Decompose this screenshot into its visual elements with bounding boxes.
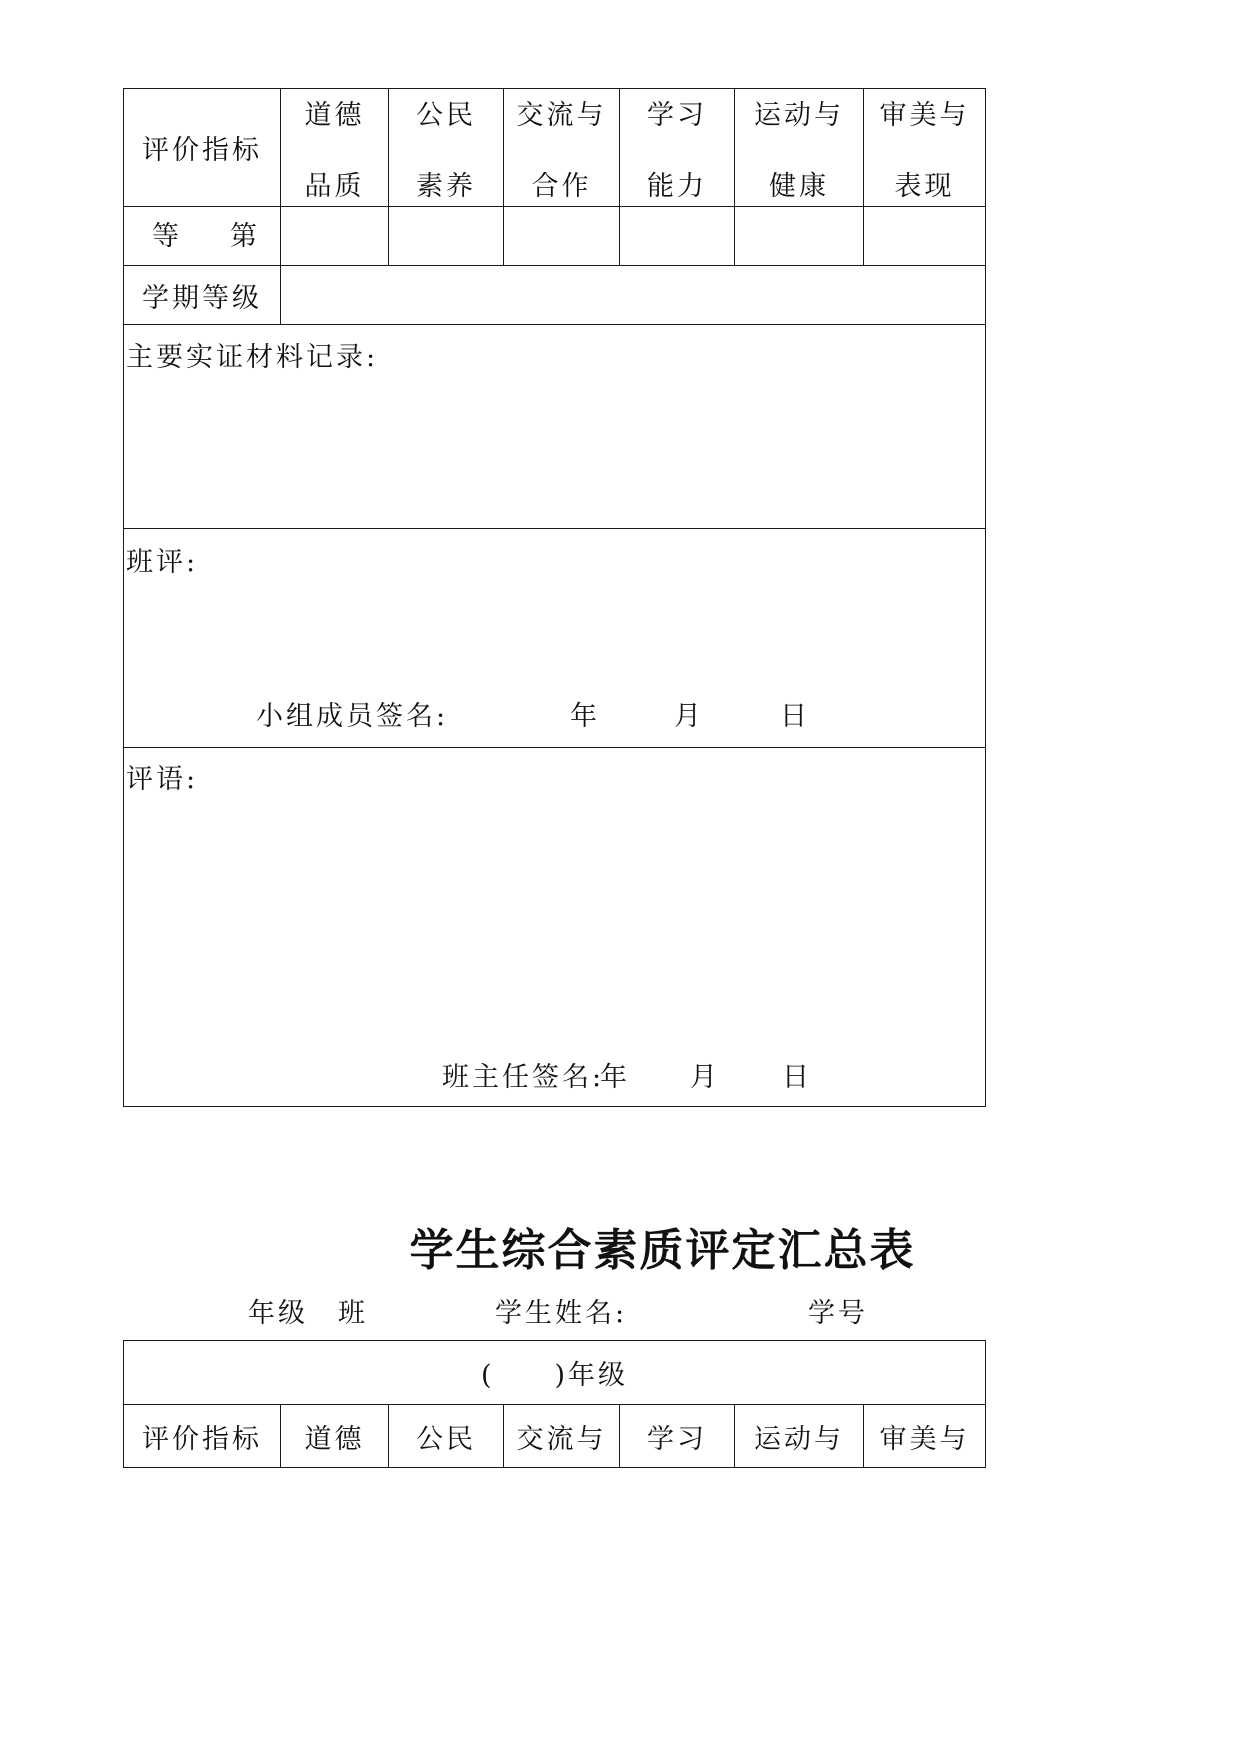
class-eval-month: 月 (674, 701, 704, 732)
summary-col-sports: 运动与 (734, 1404, 864, 1468)
summary-col-learning: 学习 (619, 1404, 735, 1468)
summary-col-communication: 交流与 (503, 1404, 620, 1468)
comment-day: 日 (782, 1062, 812, 1093)
summary-col-aesthetic: 审美与 (863, 1404, 986, 1468)
header-label-cell (123, 88, 281, 207)
summary-header-label: 评价指标 (142, 1423, 262, 1455)
teacher-signature-label: 班主任签名: (442, 1062, 605, 1093)
header-col-communication: 交流与 合作 (503, 88, 620, 207)
header-col-moral: 道德 品质 (280, 88, 389, 207)
student-id-label: 学号 (808, 1298, 868, 1329)
grade-input-sports[interactable] (734, 206, 864, 266)
grade-class-label: 年级 班 (248, 1298, 368, 1329)
teacher-comment-cell[interactable] (123, 747, 986, 1107)
header-col-learning: 学习 能力 (619, 88, 735, 207)
header-col-aesthetic: 审美与 表现 (863, 88, 986, 207)
header-col-sports: 运动与 健康 (734, 88, 864, 207)
grade-label-cell (123, 206, 281, 266)
grade-input-moral[interactable] (280, 206, 389, 266)
student-name-label: 学生姓名: (495, 1298, 628, 1329)
grade-input-learning[interactable] (619, 206, 735, 266)
grade-input-communication[interactable] (503, 206, 620, 266)
summary-grade-header (123, 1340, 986, 1405)
summary-grade-header-text: ( )年级 (480, 1360, 629, 1391)
comment-month: 月 (690, 1062, 720, 1093)
semester-label: 学期等级 (142, 282, 262, 314)
comment-label: 评语: (126, 764, 199, 795)
class-eval-day: 日 (780, 701, 810, 732)
grade-label-char1: 等 (152, 221, 182, 252)
header-label: 评价指标 (142, 135, 262, 166)
grade-input-aesthetic[interactable] (863, 206, 986, 266)
class-eval-label: 班评: (126, 547, 199, 578)
semester-label-cell (123, 265, 281, 325)
summary-col-civic: 公民 (388, 1404, 504, 1468)
semester-grade-input[interactable] (280, 265, 986, 325)
grade-input-civic[interactable] (388, 206, 504, 266)
header-col-civic: 公民 素养 (388, 88, 504, 207)
summary-title: 学生综合素质评定汇总表 (409, 1225, 916, 1276)
grade-label-char2: 第 (230, 221, 260, 252)
class-eval-year: 年 (570, 701, 600, 732)
summary-col-moral: 道德 (280, 1404, 389, 1468)
comment-year: 年 (600, 1062, 630, 1093)
class-evaluation-cell[interactable] (123, 528, 986, 748)
evidence-record-cell[interactable] (123, 324, 986, 529)
summary-header-label-cell (123, 1404, 281, 1468)
evidence-label: 主要实证材料记录: (126, 342, 379, 373)
group-signature-label: 小组成员签名: (256, 701, 449, 732)
